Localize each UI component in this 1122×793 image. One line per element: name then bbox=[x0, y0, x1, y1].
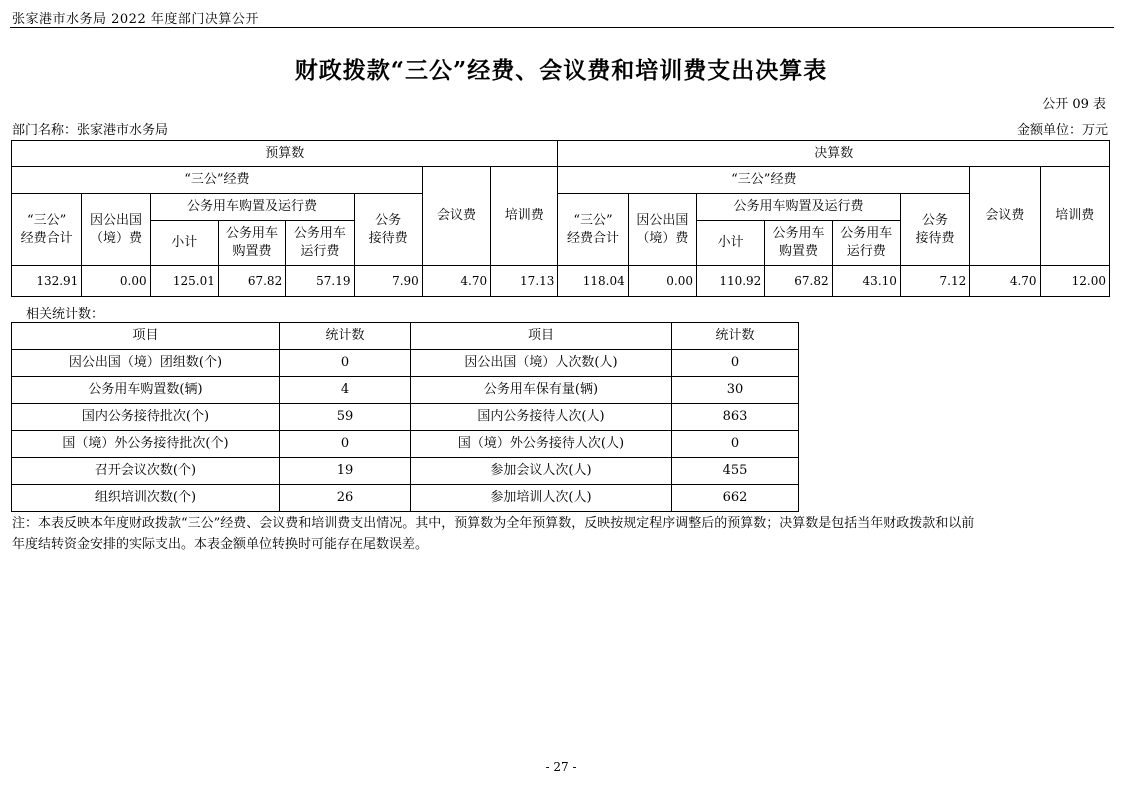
footnote-line: 注：本表反映本年度财政拨款“三公”经费、会议费和培训费支出情况。其中，预算数为全年预算数，反映按规定程序调整后的预算数；决算数是包括当年财政拨款和以前 bbox=[12, 516, 975, 531]
stats-item: 国（境）外公务接待人次(人) bbox=[411, 431, 672, 458]
final-purchase-value: 67.82 bbox=[765, 266, 832, 297]
stats-caption: 相关统计数： bbox=[26, 307, 105, 322]
budget-purchase-value: 67.82 bbox=[218, 266, 285, 297]
stats-count: 0 bbox=[672, 350, 799, 377]
header-divider bbox=[10, 27, 1114, 28]
stats-count: 30 bbox=[672, 377, 799, 404]
stats-count: 4 bbox=[280, 377, 411, 404]
stats-header-count: 统计数 bbox=[672, 323, 799, 350]
table-row bbox=[12, 458, 799, 485]
budget-meeting-header: 会议费 bbox=[422, 167, 490, 266]
stats-item: 因公出国（境）人次数(人) bbox=[411, 350, 672, 377]
stats-header-item: 项目 bbox=[411, 323, 672, 350]
stats-item: 召开会议次数(个) bbox=[12, 458, 280, 485]
budget-reception-value: 7.90 bbox=[354, 266, 422, 297]
stats-item: 国内公务接待批次(个) bbox=[12, 404, 280, 431]
value-row bbox=[12, 266, 1110, 297]
stats-item: 因公出国（境）团组数(个) bbox=[12, 350, 280, 377]
department-line bbox=[12, 119, 1108, 138]
final-reception-header: 公务 接待费 bbox=[900, 194, 969, 266]
stats-item: 组织培训次数(个) bbox=[12, 485, 280, 512]
department-name: 部门名称：张家港市水务局 bbox=[12, 123, 169, 138]
stats-item: 国（境）外公务接待批次(个) bbox=[12, 431, 280, 458]
table-row bbox=[12, 431, 799, 458]
final-total-value: 118.04 bbox=[558, 266, 628, 297]
final-operation-header: 公务用车 运行费 bbox=[832, 221, 900, 266]
final-subtotal-header: 小计 bbox=[697, 221, 765, 266]
budget-three-public-header: “三公”经费 bbox=[12, 167, 423, 194]
table-row bbox=[12, 377, 799, 404]
budget-operation-value: 57.19 bbox=[286, 266, 354, 297]
stats-count: 19 bbox=[280, 458, 411, 485]
table-row bbox=[12, 404, 799, 431]
stats-count: 26 bbox=[280, 485, 411, 512]
budget-subtotal-value: 125.01 bbox=[150, 266, 218, 297]
expenditure-table bbox=[11, 140, 1110, 297]
stats-item: 参加会议人次(人) bbox=[411, 458, 672, 485]
amount-unit: 金额单位：万元 bbox=[1016, 123, 1108, 138]
final-abroad-header: 因公出国 （境）费 bbox=[628, 194, 696, 266]
budget-purchase-header: 公务用车 购置费 bbox=[218, 221, 285, 266]
budget-training-value: 17.13 bbox=[491, 266, 558, 297]
final-reception-value: 7.12 bbox=[900, 266, 969, 297]
budget-training-header: 培训费 bbox=[491, 167, 558, 266]
page-number: - 27 - bbox=[545, 760, 577, 774]
budget-total-header: “三公” 经费合计 bbox=[12, 194, 82, 266]
stats-item: 国内公务接待人次(人) bbox=[411, 404, 672, 431]
stats-count: 863 bbox=[672, 404, 799, 431]
budget-abroad-value: 0.00 bbox=[82, 266, 150, 297]
final-operation-value: 43.10 bbox=[832, 266, 900, 297]
stats-count: 59 bbox=[280, 404, 411, 431]
final-meeting-value: 4.70 bbox=[970, 266, 1040, 297]
budget-subtotal-header: 小计 bbox=[150, 221, 218, 266]
final-training-value: 12.00 bbox=[1040, 266, 1109, 297]
stats-count: 0 bbox=[280, 350, 411, 377]
stats-item: 参加培训人次(人) bbox=[411, 485, 672, 512]
stats-count: 662 bbox=[672, 485, 799, 512]
table-row bbox=[12, 350, 799, 377]
stats-item: 公务用车购置数(辆) bbox=[12, 377, 280, 404]
table-row bbox=[12, 485, 799, 512]
final-subtotal-value: 110.92 bbox=[697, 266, 765, 297]
footnote-line: 年度结转资金安排的实际支出。本表金额单位转换时可能存在尾数误差。 bbox=[12, 537, 429, 552]
final-purchase-header: 公务用车 购置费 bbox=[765, 221, 832, 266]
final-abroad-value: 0.00 bbox=[628, 266, 696, 297]
final-training-header: 培训费 bbox=[1040, 167, 1109, 266]
stats-count: 0 bbox=[672, 431, 799, 458]
stats-count: 455 bbox=[672, 458, 799, 485]
stats-item: 公务用车保有量(辆) bbox=[411, 377, 672, 404]
budget-reception-header: 公务 接待费 bbox=[354, 194, 422, 266]
final-meeting-header: 会议费 bbox=[970, 167, 1040, 266]
final-three-public-header: “三公”经费 bbox=[558, 167, 970, 194]
budget-total-value: 132.91 bbox=[12, 266, 82, 297]
running-header: 张家港市水务局 2022 年度部门决算公开 bbox=[12, 12, 259, 27]
stats-count: 0 bbox=[280, 431, 411, 458]
budget-abroad-header: 因公出国 （境）费 bbox=[82, 194, 150, 266]
stats-header-item: 项目 bbox=[12, 323, 280, 350]
stats-header-count: 统计数 bbox=[280, 323, 411, 350]
form-number: 公开 09 表 bbox=[1042, 97, 1106, 112]
page-title: 财政拨款“三公”经费、会议费和培训费支出决算表 bbox=[294, 57, 828, 84]
footnote bbox=[12, 513, 1112, 555]
stats-table bbox=[11, 322, 799, 512]
final-header: 决算数 bbox=[558, 141, 1110, 167]
budget-header: 预算数 bbox=[12, 141, 558, 167]
budget-operation-header: 公务用车 运行费 bbox=[286, 221, 354, 266]
budget-meeting-value: 4.70 bbox=[422, 266, 490, 297]
budget-vehicle-header: 公务用车购置及运行费 bbox=[150, 194, 354, 221]
final-total-header: “三公” 经费合计 bbox=[558, 194, 628, 266]
final-vehicle-header: 公务用车购置及运行费 bbox=[697, 194, 901, 221]
